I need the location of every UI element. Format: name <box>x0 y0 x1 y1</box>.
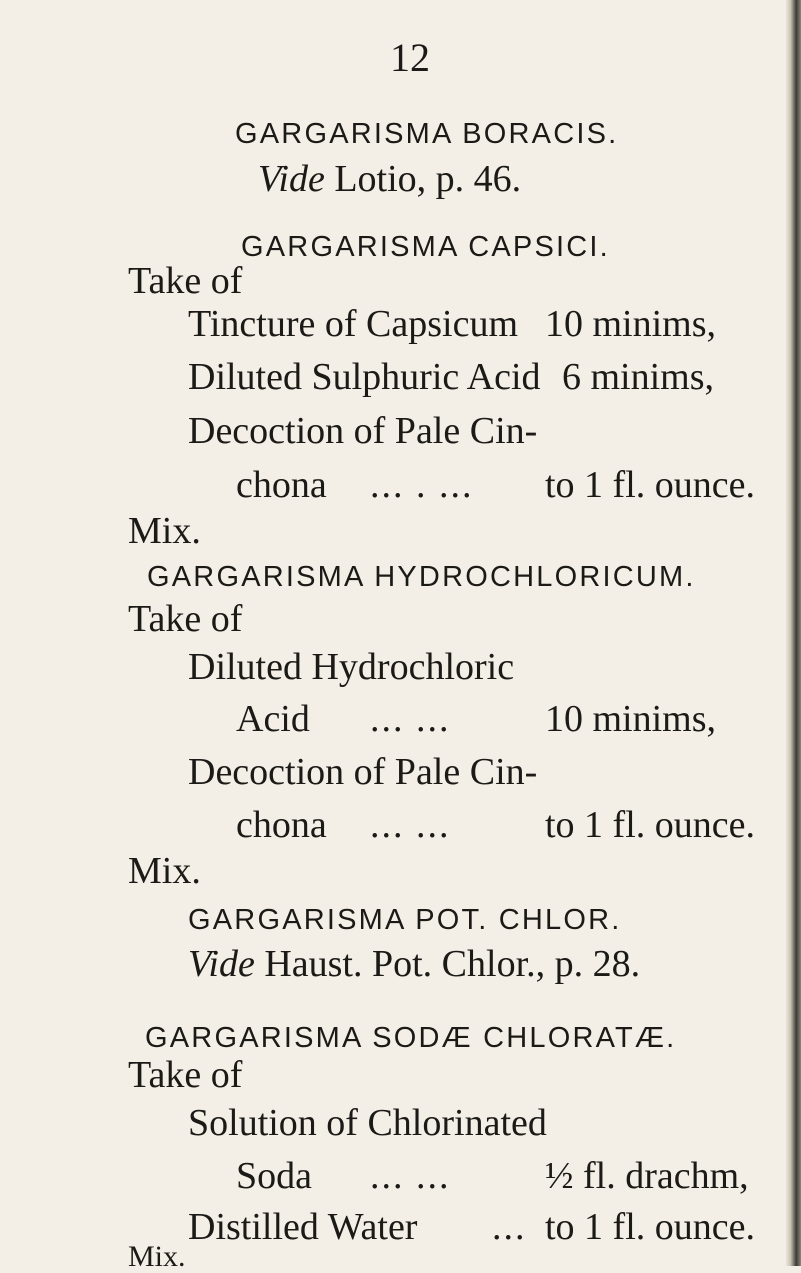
ingredient-amount: ½ fl. drachm, <box>545 1155 749 1197</box>
ingredient-name: Solution of Chlorinated <box>188 1102 547 1144</box>
leader-dots: ... ... <box>370 804 451 846</box>
ingredient-amount: 10 minims, <box>545 303 717 345</box>
ingredient-name: chona <box>236 464 327 506</box>
closing-mix: Mix. <box>128 850 201 892</box>
leader-dots: ... <box>492 1206 527 1248</box>
ingredient-name: Soda <box>236 1155 312 1197</box>
reference-text: Haust. Pot. Chlor., p. 28. <box>254 943 641 985</box>
reference-vide: Vide <box>258 158 325 200</box>
leader-dots: ... ... <box>370 698 451 740</box>
ingredient-amount: to 1 fl. ounce. <box>545 1206 756 1248</box>
ingredient-name: Decoction of Pale Cin- <box>188 751 538 793</box>
ingredient-name: chona <box>236 804 327 846</box>
ingredient-amount: 10 minims, <box>545 698 717 740</box>
ingredient-name: Diluted Hydrochloric <box>188 646 515 688</box>
ingredient-name: Diluted Sulphuric Acid <box>188 356 541 398</box>
ingredient-name: Decoction of Pale Cin- <box>188 410 538 452</box>
ingredient-amount: 6 minims, <box>562 356 715 398</box>
heading-gargarisma-sodae-chloratae: GARGARISMA SODÆ CHLORATÆ. <box>145 1022 677 1054</box>
intro-take-of: Take of <box>128 1054 243 1096</box>
heading-gargarisma-boracis: GARGARISMA BORACIS. <box>235 118 619 150</box>
ingredient-name: Acid <box>236 698 310 740</box>
ingredient-amount: to 1 fl. ounce. <box>545 464 756 506</box>
reference-text: Lotio, p. 46. <box>324 158 522 200</box>
closing-mix: Mix. <box>128 510 201 552</box>
closing-mix: Mix. <box>128 1240 186 1273</box>
page-edge-shadow <box>785 0 801 1266</box>
page-number: 12 <box>390 35 430 80</box>
reference-vide: Vide <box>188 943 255 985</box>
reference-line-boracis <box>258 160 521 198</box>
heading-gargarisma-hydrochloricum: GARGARISMA HYDROCHLORICUM. <box>147 561 696 593</box>
ingredient-amount: to 1 fl. ounce. <box>545 804 756 846</box>
reference-line-pot-chlor <box>188 945 640 983</box>
intro-take-of: Take of <box>128 598 243 640</box>
leader-dots: ... ... <box>370 1155 451 1197</box>
leader-dots: ... . ... <box>370 464 474 506</box>
intro-take-of: Take of <box>128 260 243 302</box>
heading-gargarisma-capsici: GARGARISMA CAPSICI. <box>241 231 610 263</box>
ingredient-name: Tincture of Capsicum <box>188 303 519 345</box>
ingredient-name: Distilled Water <box>188 1206 418 1248</box>
heading-gargarisma-pot-chlor: GARGARISMA POT. CHLOR. <box>188 904 622 936</box>
